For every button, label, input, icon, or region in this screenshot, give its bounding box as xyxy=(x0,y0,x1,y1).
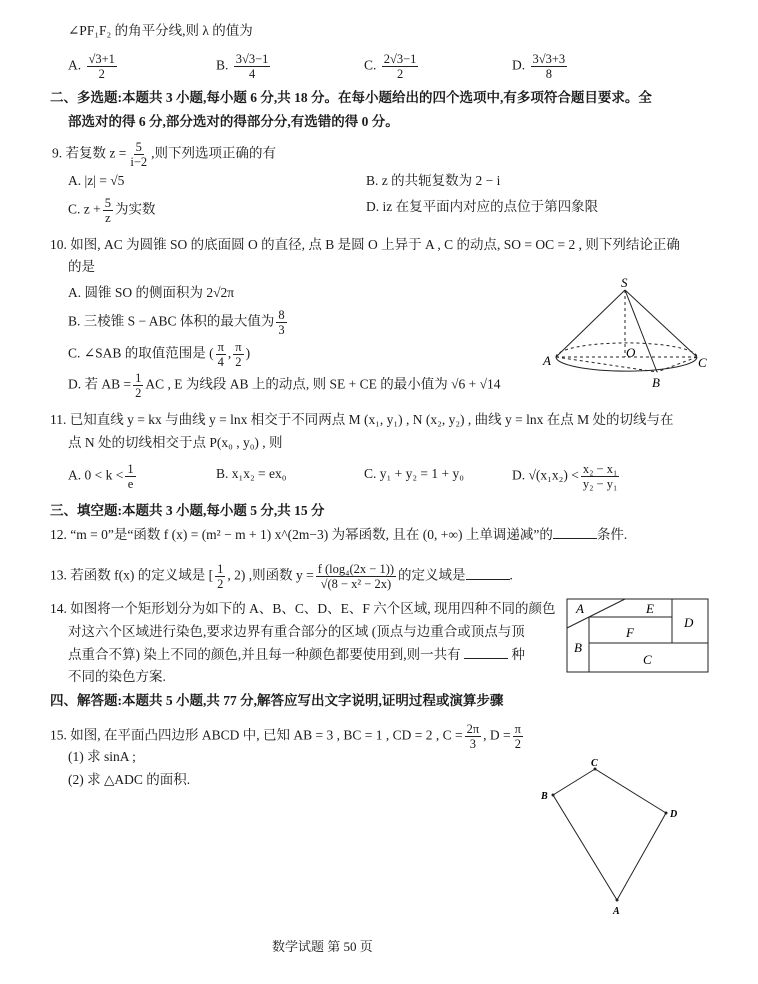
q14-line1: 14. 如图将一个矩形划分为如下的 A、B、C、D、E、F 六个区域, 现用四种不同的颜色 xyxy=(50,601,556,616)
q15-part1: (1) 求 sinA ; xyxy=(68,749,136,764)
vertex-label-d: D xyxy=(670,809,678,820)
q8-option-c: C. $\frac{2√3-1}{2}$ xyxy=(364,52,417,81)
vertex-label-b: B xyxy=(541,791,548,802)
region-label-a: A xyxy=(576,601,584,616)
q14-line3: 点重合不算) 染上不同的颜色,并且每一种颜色都要使用到,则一共有 种 xyxy=(68,647,525,662)
section-2-heading: 二、多选题:本题共 3 小题,每小题 6 分,共 18 分。在每小题给出的四个选项中,有多项符合题目要求。全 xyxy=(50,90,652,105)
answer-blank[interactable] xyxy=(553,526,597,539)
section-4-heading: 四、解答题:本题共 5 小题,共 77 分,解答应写出文字说明,证明过程或演算步骤 xyxy=(50,693,504,708)
page-footer: 数学试题 第 50 页 xyxy=(272,939,373,954)
q8-option-b: B. $\frac{3√3-1}{4}$ xyxy=(216,52,269,81)
q15-part2: (2) 求 △ADC 的面积. xyxy=(68,772,191,787)
q10-stem: 10. 如图, AC 为圆锥 SO 的底面圆 O 的直径, 点 B 是圆 O 上异于 A , C 的动点, SO = OC = 2 , 则下列结论正确 xyxy=(50,237,680,252)
cone-label-b: B xyxy=(652,375,660,390)
answer-blank[interactable] xyxy=(464,646,508,659)
quadrilateral-figure xyxy=(535,755,710,925)
q15-stem: 15. 如图, 在平面凸四边形 ABCD 中, 已知 AB = 3 , BC = 1 , CD = 2 , C = $\frac{2\pi}{3}$ , D = $\frac{\pi}{2}$ xyxy=(50,722,521,751)
q11-option-a: A. 0 < k < $\frac{1}{e}$ xyxy=(68,462,134,491)
q11-option-d: D. √(x₁x₂) < $\frac{\text{x₂ − x₁}}{\text{y₂ − y₁}}$ xyxy=(512,462,618,491)
region-label-e: E xyxy=(646,601,654,616)
q14-line2: 对这六个区域进行染色,要求边界有重合部分的区域 (顶点与边重合或顶点与顶 xyxy=(68,624,525,639)
q9-option-c: C. z + $\frac{5}{z}$ 为实数 xyxy=(68,196,156,225)
vertex-label-a: A xyxy=(613,906,620,917)
q10-option-b: B. 三棱锥 S − ABC 体积的最大值为 $\frac{8}{3}$ xyxy=(68,308,285,337)
region-label-b: B xyxy=(574,640,582,655)
q11-option-c: C. y₁ + y₂ = 1 + y₀ xyxy=(364,466,464,481)
q8-option-a: A. $\frac{√3+1}{2}$ xyxy=(68,52,115,81)
region-label-c: C xyxy=(643,652,652,667)
q10-option-c: C. ∠SAB 的取值范围是 ( $\frac{\pi}{4}$ , $\frac{\pi}{2}$ ) xyxy=(68,340,251,369)
q10-stem-cont: 的是 xyxy=(68,259,95,274)
region-label-f: F xyxy=(626,625,634,640)
section-2-heading-cont: 部选对的得 6 分,部分选对的得部分分,有选错的得 0 分。 xyxy=(68,114,399,129)
section-3-heading: 三、填空题:本题共 3 小题,每小题 5 分,共 15 分 xyxy=(50,503,325,518)
q9-option-d: D. iz 在复平面内对应的点位于第四象限 xyxy=(366,199,599,214)
q11-stem: 11. 已知直线 y = kx 与曲线 y = lnx 相交于不同两点 M (x₁, y₁) , N (x₂, y₂) , 曲线 y = lnx 在点 M 处的切线与在 xyxy=(50,412,674,427)
cone-label-c: C xyxy=(698,355,707,370)
cone-label-s: S xyxy=(621,275,628,290)
q13: 13. 若函数 f(x) 的定义域是 [ $\frac{1}{2}$ , 2) ,则函数 y = $\frac{\text{f (log₄(2x − 1))}}{\text{√(8 − x² − 2x)}}$ 的定义域是 . xyxy=(50,562,513,591)
q9-stem: 9. 若复数 z = $\frac{5}{i-2}$ ,则下列选项正确的有 xyxy=(52,140,277,169)
q10-option-d: D. 若 AB = $\frac{1}{2}$ AC , E 为线段 AB 上的动点, 则 SE + CE 的最小值为 √6 + √14 xyxy=(68,371,501,400)
region-grid-figure xyxy=(566,597,710,675)
q11-option-b: B. x₁x₂ = ex₀ xyxy=(216,466,287,481)
q11-stem-cont: 点 N 处的切线相交于点 P(x₀ , y₀) , 则 xyxy=(68,435,283,450)
q14-line4: 不同的染色方案. xyxy=(68,669,166,684)
cone-label-a: A xyxy=(543,353,551,368)
answer-blank[interactable] xyxy=(466,567,510,580)
vertex-label-c: C xyxy=(591,758,598,769)
cone-label-o: O xyxy=(626,345,636,360)
region-label-d: D xyxy=(684,615,694,630)
q9-option-b: B. z 的共轭复数为 2 − i xyxy=(366,173,501,188)
q8-tail: ∠PF₁F₂ 的角平分线,则 λ 的值为 xyxy=(68,23,253,38)
q8-option-d: D. $\frac{3√3+3}{8}$ xyxy=(512,52,566,81)
q12: 12. “m = 0”是“函数 f (x) = (m² − m + 1) x^(2m−3) 为幂函数, 且在 (0, +∞) 上单调递减”的 条件. xyxy=(50,527,628,542)
cone-figure xyxy=(540,275,715,395)
q9-option-a: A. |z| = √5 xyxy=(68,173,125,188)
q10-option-a: A. 圆锥 SO 的侧面积为 2√2π xyxy=(68,285,235,300)
